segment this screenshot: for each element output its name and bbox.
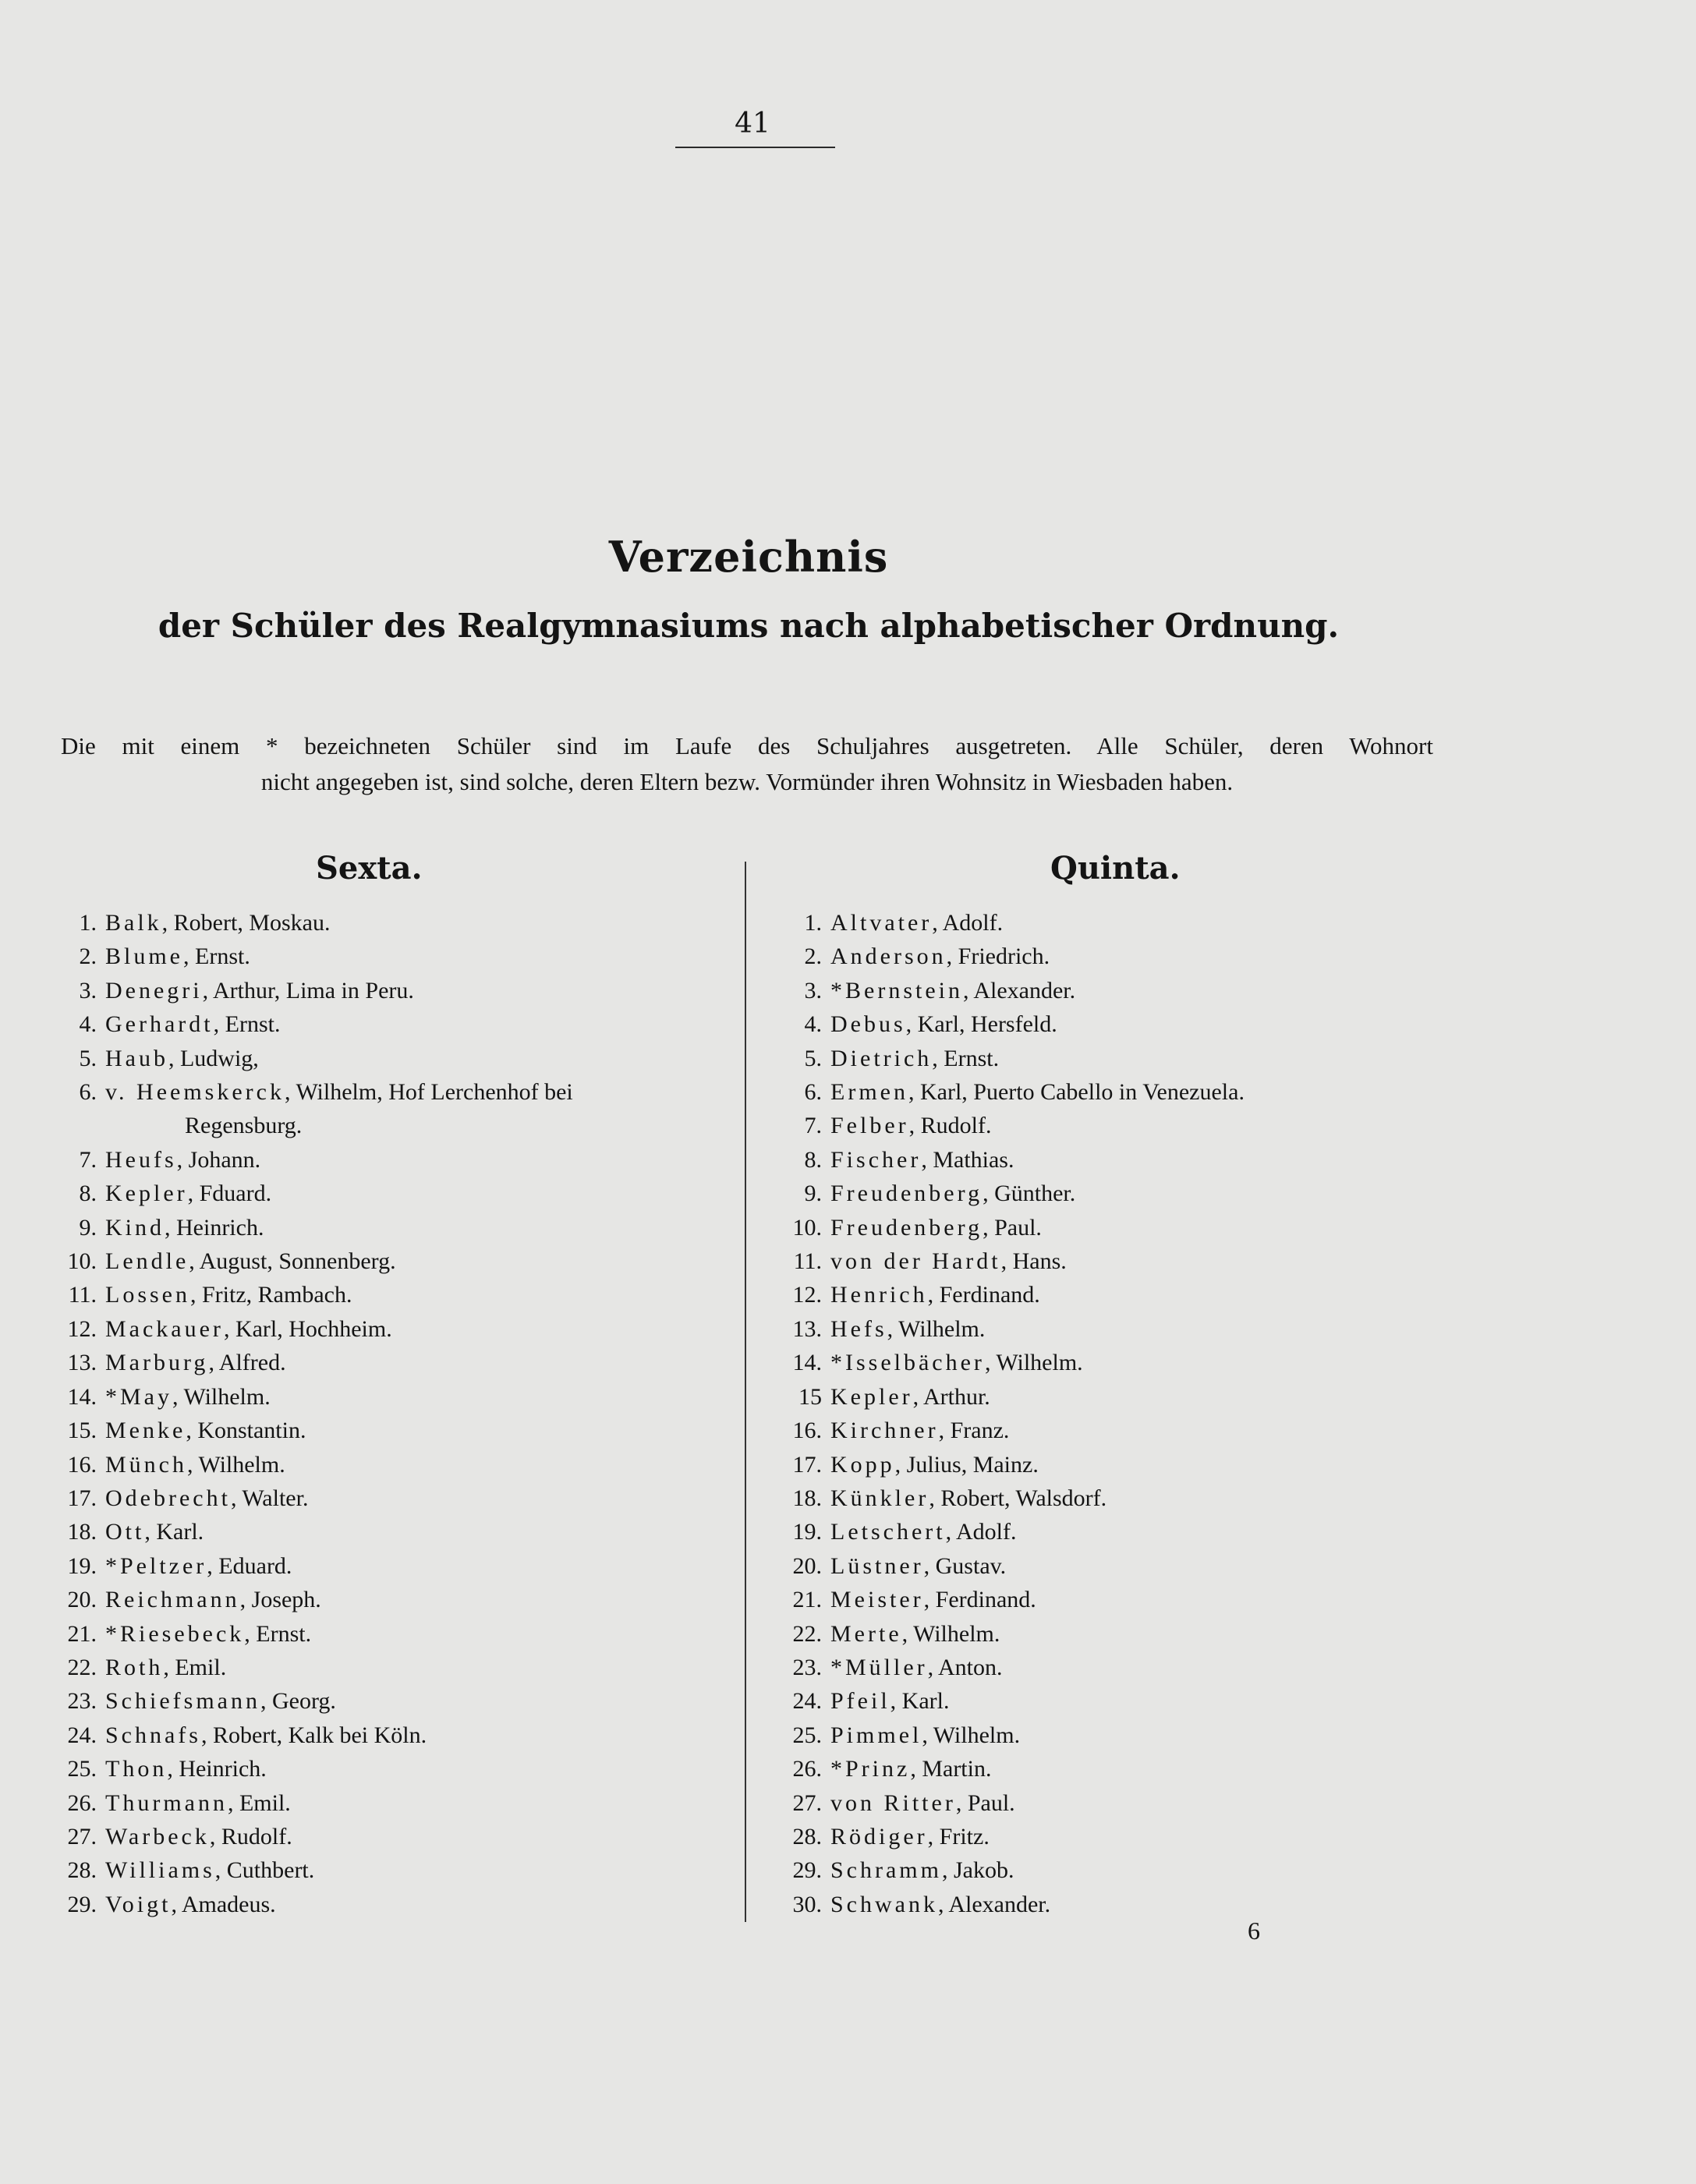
list-item: [772, 1346, 1474, 1379]
entry-number: 19.: [67, 1552, 97, 1579]
student-surname: Schwank: [830, 1891, 938, 1917]
student-details: , Karl, Hersfeld.: [905, 1011, 1057, 1038]
sexta-heading: Sexta.: [316, 850, 423, 887]
page-number: 41: [735, 108, 770, 140]
list-item: [47, 1143, 694, 1177]
list-item: [47, 1651, 694, 1684]
entry-number: 10.: [792, 1214, 822, 1241]
list-item: [772, 1481, 1474, 1515]
list-item: [47, 974, 694, 1007]
entry-number: 13.: [67, 1350, 97, 1376]
student-surname: Ermen: [830, 1079, 908, 1106]
student-surname: Merte: [830, 1620, 902, 1647]
student-surname: *Prinz: [830, 1756, 911, 1782]
entry-number: 12.: [67, 1315, 97, 1342]
list-item: [772, 1515, 1474, 1549]
student-surname: Henrich: [830, 1282, 928, 1308]
entry-number: 19.: [792, 1519, 822, 1545]
student-details: , Ernst.: [183, 943, 250, 970]
student-details: , Fritz, Rambach.: [190, 1282, 352, 1308]
entry-number: 5.: [804, 1045, 822, 1071]
list-item: [47, 1414, 694, 1447]
signature-mark: 6: [1248, 1917, 1260, 1945]
student-details: , Ernst.: [213, 1011, 281, 1038]
student-details: , Amadeus.: [171, 1891, 276, 1917]
entry-number: 17.: [67, 1485, 97, 1511]
entry-number: 9.: [804, 1180, 822, 1207]
list-item: [47, 1244, 694, 1278]
list-item: [47, 1075, 694, 1143]
student-surname: Kepler: [830, 1383, 913, 1410]
student-surname: Blume: [105, 943, 183, 970]
student-details: , Alfred.: [208, 1350, 286, 1376]
list-item: [772, 974, 1474, 1007]
student-details: , Johann.: [176, 1146, 261, 1173]
entry-number: 27.: [67, 1823, 97, 1849]
entry-number: 3.: [804, 977, 822, 1004]
student-details-continued: Regensburg.: [185, 1113, 303, 1139]
student-details: , Wilhelm.: [187, 1451, 285, 1478]
student-surname: Thurmann: [105, 1789, 228, 1816]
student-details: , Heinrich.: [167, 1756, 267, 1782]
list-item: [47, 1617, 694, 1651]
note-line-1: Die mit einem * bezeichneten Schüler sind im Laufe des Schuljahres ausgetreten. Alle Schüler, deren Wohnort: [61, 732, 1433, 759]
list-item: [47, 1515, 694, 1549]
entry-number: 27.: [792, 1789, 822, 1816]
document-subtitle: der Schüler des Realgymnasiums nach alphabetischer Ordnung.: [158, 607, 1340, 645]
student-surname: Pfeil: [830, 1688, 890, 1715]
student-details: , Robert, Walsdorf.: [929, 1485, 1107, 1511]
list-item: [47, 1752, 694, 1786]
student-surname: Menke: [105, 1418, 186, 1444]
student-details: , Rudolf.: [908, 1113, 992, 1139]
entry-number: 23.: [67, 1688, 97, 1715]
student-surname: Kirchner: [830, 1418, 939, 1444]
list-item: [47, 1719, 694, 1752]
student-details: , Anton.: [927, 1654, 1003, 1680]
entry-number: 15.: [67, 1418, 97, 1444]
student-surname: Gerhardt: [105, 1011, 214, 1038]
student-surname: *Isselbächer: [830, 1350, 985, 1376]
student-surname: Roth: [105, 1654, 164, 1680]
list-item: [772, 906, 1474, 940]
student-surname: Marburg: [105, 1350, 209, 1376]
list-item: [47, 1042, 694, 1075]
student-details: , Gustav.: [923, 1552, 1007, 1579]
student-surname: Denegri: [105, 977, 203, 1004]
student-surname: Dietrich: [830, 1045, 933, 1071]
student-surname: Letschert: [830, 1519, 946, 1545]
entry-number: 3.: [79, 977, 97, 1004]
student-surname: Rödiger: [830, 1823, 928, 1849]
student-surname: Kopp: [830, 1451, 895, 1478]
student-surname: Meister: [830, 1587, 924, 1613]
student-details: , Alexander.: [962, 977, 1076, 1004]
list-item: [772, 1007, 1474, 1041]
student-details: , Fritz.: [927, 1823, 990, 1849]
student-details: , Jakob.: [941, 1857, 1014, 1884]
list-item: [772, 1211, 1474, 1244]
student-details: , Paul.: [983, 1214, 1042, 1241]
student-surname: Münch: [105, 1451, 187, 1478]
entry-number: 15: [798, 1383, 822, 1410]
student-details: , Adolf.: [945, 1519, 1017, 1545]
list-item: [47, 1007, 694, 1041]
explanatory-note: [61, 728, 1433, 800]
list-item: [772, 1752, 1474, 1786]
column-divider: [745, 862, 746, 1922]
entry-number: 2.: [804, 943, 822, 970]
entry-number: 10.: [67, 1248, 97, 1275]
list-item: [772, 1414, 1474, 1447]
student-surname: Schramm: [830, 1857, 942, 1884]
student-details: , Franz.: [938, 1418, 1010, 1444]
student-details: , Karl.: [144, 1519, 204, 1545]
entry-number: 24.: [67, 1722, 97, 1748]
entry-number: 25.: [67, 1756, 97, 1782]
student-details: , Wilhelm.: [172, 1383, 271, 1410]
student-details: , Ferdinand.: [923, 1587, 1036, 1613]
list-item: [772, 1177, 1474, 1210]
list-item: [772, 1278, 1474, 1311]
entry-number: 26.: [67, 1789, 97, 1816]
entry-number: 22.: [67, 1654, 97, 1680]
entry-number: 9.: [79, 1214, 97, 1241]
list-item: [772, 1617, 1474, 1651]
student-details: , Mathias.: [921, 1146, 1014, 1173]
student-details: , Heinrich.: [165, 1214, 264, 1241]
list-item: [47, 1786, 694, 1820]
student-details: , Ferdinand.: [927, 1282, 1040, 1308]
entry-number: 28.: [792, 1823, 822, 1849]
entry-number: 22.: [792, 1620, 822, 1647]
list-item: [772, 1312, 1474, 1346]
student-details: , Arthur.: [912, 1383, 990, 1410]
student-surname: Williams: [105, 1857, 215, 1884]
quinta-student-list: [772, 906, 1474, 1921]
list-item: [47, 1583, 694, 1616]
entry-number: 14.: [67, 1383, 97, 1410]
student-details: , Wilhelm.: [901, 1620, 1000, 1647]
student-details: , Robert, Kalk bei Köln.: [200, 1722, 427, 1748]
student-surname: Freudenberg: [830, 1214, 983, 1241]
entry-number: 11.: [68, 1282, 97, 1308]
list-item: [772, 1244, 1474, 1278]
entry-number: 5.: [79, 1045, 97, 1071]
student-surname: Freudenberg: [830, 1180, 983, 1207]
student-surname: Ott: [105, 1519, 145, 1545]
student-details: , Friedrich.: [946, 943, 1050, 970]
entry-number: 24.: [792, 1688, 822, 1715]
student-surname: Felber: [830, 1113, 909, 1139]
student-surname: Lendle: [105, 1248, 189, 1275]
student-surname: Altvater: [830, 910, 933, 936]
list-item: [772, 1651, 1474, 1684]
note-line-2: nicht angegeben ist, sind solche, deren Eltern bezw. Vormünder ihren Wohnsitz in Wiesbaden haben.: [260, 768, 1234, 795]
student-surname: von Ritter: [830, 1789, 956, 1816]
student-details: , Karl, Puerto Cabello in Venezuela.: [908, 1079, 1245, 1106]
list-item: [772, 1583, 1474, 1616]
student-surname: Thon: [105, 1756, 168, 1782]
student-surname: Lüstner: [830, 1552, 924, 1579]
student-surname: Odebrecht: [105, 1485, 231, 1511]
student-surname: *Riesebeck: [105, 1620, 245, 1647]
list-item: [47, 1481, 694, 1515]
student-details: , Martin.: [910, 1756, 992, 1782]
student-details: , Ernst.: [932, 1045, 1000, 1071]
list-item: [772, 1888, 1474, 1921]
quinta-heading: Quinta.: [1050, 850, 1181, 887]
student-surname: Warbeck: [105, 1823, 210, 1849]
entry-number: 18.: [792, 1485, 822, 1511]
list-item: [772, 1820, 1474, 1853]
entry-number: 16.: [792, 1418, 822, 1444]
entry-number: 7.: [79, 1146, 97, 1173]
entry-number: 14.: [792, 1350, 822, 1376]
entry-number: 25.: [792, 1722, 822, 1748]
document-title: Verzeichnis: [608, 532, 889, 582]
list-item: [772, 1042, 1474, 1075]
entry-number: 20.: [67, 1587, 97, 1613]
list-item: [47, 906, 694, 940]
student-details: , Karl, Hochheim.: [223, 1315, 392, 1342]
entry-number: 23.: [792, 1654, 822, 1680]
entry-number: 20.: [792, 1552, 822, 1579]
entry-number: 18.: [67, 1519, 97, 1545]
list-item: [772, 1549, 1474, 1583]
list-item: [47, 940, 694, 973]
entry-number: 4.: [804, 1011, 822, 1038]
entry-number: 13.: [792, 1315, 822, 1342]
student-surname: Anderson: [830, 943, 947, 970]
list-item: [47, 1684, 694, 1718]
list-item: [47, 1312, 694, 1346]
entry-number: 17.: [792, 1451, 822, 1478]
entry-number: 1.: [79, 910, 97, 936]
list-item: [47, 1448, 694, 1481]
entry-number: 21.: [67, 1620, 97, 1647]
student-surname: Reichmann: [105, 1587, 240, 1613]
list-item: [47, 1888, 694, 1921]
entry-number: 12.: [792, 1282, 822, 1308]
list-item: [772, 1380, 1474, 1414]
student-details: , Wilhelm.: [984, 1350, 1083, 1376]
entry-number: 26.: [792, 1756, 822, 1782]
entry-number: 7.: [804, 1113, 822, 1139]
entry-number: 29.: [67, 1891, 97, 1917]
list-item: [772, 1786, 1474, 1820]
student-details: , Eduard.: [207, 1552, 292, 1579]
list-item: [772, 1075, 1474, 1109]
entry-number: 8.: [804, 1146, 822, 1173]
student-details: , Karl.: [890, 1688, 950, 1715]
student-surname: Balk: [105, 910, 162, 936]
student-surname: Kepler: [105, 1180, 188, 1207]
entry-number: 28.: [67, 1857, 97, 1884]
entry-number: 8.: [79, 1180, 97, 1207]
student-surname: Fischer: [830, 1146, 922, 1173]
student-details: , Ludwig,: [168, 1045, 259, 1071]
student-details: , Konstantin.: [186, 1418, 306, 1444]
page-number-rule: [675, 147, 835, 148]
student-surname: Pimmel: [830, 1722, 922, 1748]
student-surname: Hefs: [830, 1315, 887, 1342]
list-item: [772, 1448, 1474, 1481]
student-details: , Joseph.: [239, 1587, 321, 1613]
entry-number: 29.: [792, 1857, 822, 1884]
list-item: [772, 1719, 1474, 1752]
student-details: , Emil.: [163, 1654, 227, 1680]
student-surname: Schnafs: [105, 1722, 201, 1748]
student-surname: Haub: [105, 1045, 168, 1071]
student-details: , Emil.: [227, 1789, 291, 1816]
list-item: [772, 1143, 1474, 1177]
student-details: , Julius, Mainz.: [894, 1451, 1039, 1478]
entry-number: 2.: [79, 943, 97, 970]
entry-number: 1.: [804, 910, 822, 936]
entry-number: 21.: [792, 1587, 822, 1613]
entry-number: 30.: [792, 1891, 822, 1917]
list-item: [47, 1549, 694, 1583]
entry-number: 16.: [67, 1451, 97, 1478]
student-details: , Walter.: [230, 1485, 309, 1511]
student-surname: *Müller: [830, 1654, 928, 1680]
student-details: , August, Sonnenberg.: [189, 1248, 396, 1275]
student-details: , Adolf.: [932, 910, 1004, 936]
student-surname: Voigt: [105, 1891, 172, 1917]
student-details: , Robert, Moskau.: [161, 910, 331, 936]
student-details: , Arthur, Lima in Peru.: [202, 977, 414, 1004]
list-item: [772, 1684, 1474, 1718]
student-surname: Künkler: [830, 1485, 929, 1511]
student-surname: *May: [105, 1383, 172, 1410]
student-details: , Georg.: [260, 1688, 336, 1715]
student-surname: von der Hardt: [830, 1248, 1001, 1275]
list-item: [47, 1346, 694, 1379]
list-item: [47, 1380, 694, 1414]
student-surname: Mackauer: [105, 1315, 224, 1342]
student-details: , Fduard.: [187, 1180, 272, 1207]
student-surname: Schiefsmann: [105, 1688, 260, 1715]
student-surname: Heufs: [105, 1146, 177, 1173]
student-details: , Paul.: [955, 1789, 1015, 1816]
entry-number: 6.: [804, 1079, 822, 1106]
student-details: , Rudolf.: [209, 1823, 292, 1849]
entry-number: 4.: [79, 1011, 97, 1038]
student-surname: Kind: [105, 1214, 165, 1241]
list-item: [47, 1211, 694, 1244]
student-details: , Alexander.: [937, 1891, 1051, 1917]
student-surname: v. Heemskerck: [105, 1079, 285, 1106]
entry-number: 6.: [79, 1079, 97, 1106]
entry-number: 11.: [793, 1248, 822, 1275]
student-details: , Wilhelm.: [922, 1722, 1021, 1748]
student-surname: Lossen: [105, 1282, 190, 1308]
student-details: , Günther.: [983, 1180, 1076, 1207]
student-surname: *Bernstein: [830, 977, 963, 1004]
list-item: [47, 1820, 694, 1853]
list-item: [47, 1177, 694, 1210]
student-surname: *Peltzer: [105, 1552, 207, 1579]
sexta-student-list: [47, 906, 694, 1921]
list-item: [772, 940, 1474, 973]
list-item: [772, 1109, 1474, 1142]
student-surname: Debus: [830, 1011, 906, 1038]
list-item: [47, 1853, 694, 1887]
student-details: , Wilhelm.: [887, 1315, 986, 1342]
list-item: [772, 1853, 1474, 1887]
student-details: , Hans.: [1000, 1248, 1067, 1275]
student-details: , Cuthbert.: [214, 1857, 315, 1884]
list-item: [47, 1278, 694, 1311]
student-details: , Wilhelm, Hof Lerchenhof bei: [284, 1079, 573, 1106]
student-details: , Ernst.: [244, 1620, 312, 1647]
